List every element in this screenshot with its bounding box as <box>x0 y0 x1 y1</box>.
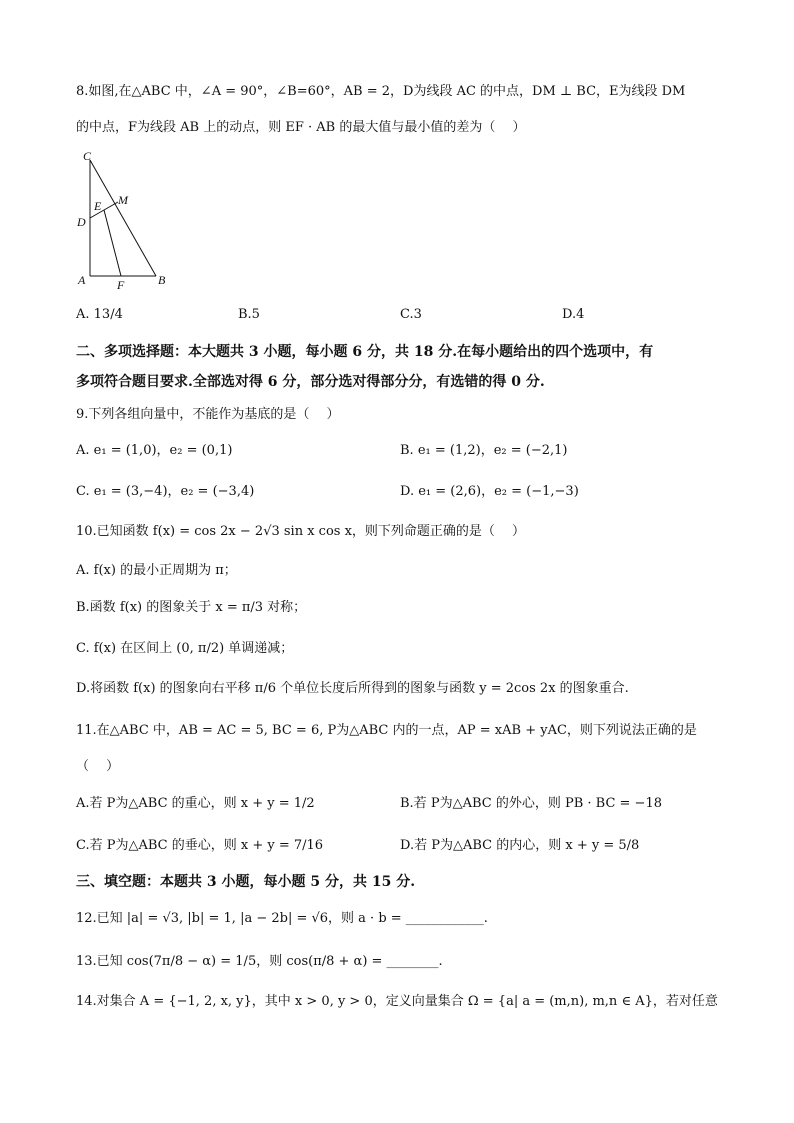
section3-heading: 三、填空题：本题共 3 小题，每小题 5 分，共 15 分. <box>76 874 416 890</box>
label-F: F <box>117 278 125 292</box>
q13-text: 13.已知 cos(7π/8 − α) = 1/5，则 cos(π/8 + α) = ________. <box>76 954 443 969</box>
q10-option-c: C. f(x) 在区间上 (0, π/2) 单调递减； <box>76 641 294 656</box>
label-M: M <box>118 193 128 207</box>
section2-heading-line2: 多项符合题目要求.全部选对得 6 分，部分选对得部分分，有选错的得 0 分. <box>76 374 545 390</box>
q9-option-c: C. e₁ = (3,−4)，e₂ = (−3,4) <box>76 484 255 499</box>
q11-option-a: A.若 P为△ABC 的重心，则 x + y = 1/2 <box>76 796 315 811</box>
q9-option-a: A. e₁ = (1,0)，e₂ = (0,1) <box>76 443 233 458</box>
q8-triangle-figure <box>70 148 180 293</box>
q9-stem: 9.下列各组向量中，不能作为基底的是（ ） <box>76 407 340 422</box>
q11-option-d: D.若 P为△ABC 的内心，则 x + y = 5/8 <box>400 838 640 853</box>
label-E: E <box>94 199 102 213</box>
q14-text: 14.对集合 A = {−1, 2, x, y}，其中 x > 0, y > 0，定义向量集合 Ω = {a| a = (m,n), m,n ∈ A}，若对任意 <box>76 994 718 1009</box>
q10-option-b: B.函数 f(x) 的图象关于 x = π/3 对称； <box>76 600 307 615</box>
q8-option-a: A. 13/4 <box>76 307 123 322</box>
q9-option-b: B. e₁ = (1,2)，e₂ = (−2,1) <box>400 443 568 458</box>
q10-option-d: D.将函数 f(x) 的图象向右平移 π/6 个单位长度后所得到的图象与函数 y = 2cos 2x 的图象重合. <box>76 681 629 696</box>
q8-option-b: B.5 <box>238 307 260 322</box>
q12-text: 12.已知 |a| = √3, |b| = 1, |a − 2b| = √6，则 a · b = ____________. <box>76 911 488 926</box>
q11-paren: （ ） <box>76 759 120 774</box>
q11-option-b: B.若 P为△ABC 的外心，则 PB · BC = −18 <box>400 796 662 811</box>
q8-option-d: D.4 <box>562 307 585 322</box>
label-D: D <box>77 215 86 229</box>
label-C: C <box>83 149 92 163</box>
q10-stem: 10.已知函数 f(x) = cos 2x − 2√3 sin x cos x，则下列命题正确的是（ ） <box>76 524 526 539</box>
q9-option-d: D. e₁ = (2,6)，e₂ = (−1,−3) <box>400 484 579 499</box>
q8-stem-line1: 8.如图,在△ABC 中，∠A = 90°，∠B=60°，AB = 2，D为线段 AC 的中点，DM ⊥ BC，E为线段 DM <box>76 84 686 99</box>
section2-heading-line1: 二、多项选择题：本大题共 3 小题，每小题 6 分，共 18 分.在每小题给出的四个选项中，有 <box>76 344 654 360</box>
q8-stem-line2: 的中点，F为线段 AB 上的动点，则 EF · AB 的最大值与最小值的差为（ ） <box>76 120 526 135</box>
q8-option-c: C.3 <box>400 307 422 322</box>
label-A: A <box>78 273 86 287</box>
q11-option-c: C.若 P为△ABC 的垂心，则 x + y = 7/16 <box>76 838 324 853</box>
label-B: B <box>158 273 166 287</box>
q10-option-a: A. f(x) 的最小正周期为 π； <box>76 563 237 578</box>
q11-stem: 11.在△ABC 中，AB = AC = 5, BC = 6, P为△ABC 内的一点，AP = xAB + yAC，则下列说法正确的是 <box>76 723 697 738</box>
